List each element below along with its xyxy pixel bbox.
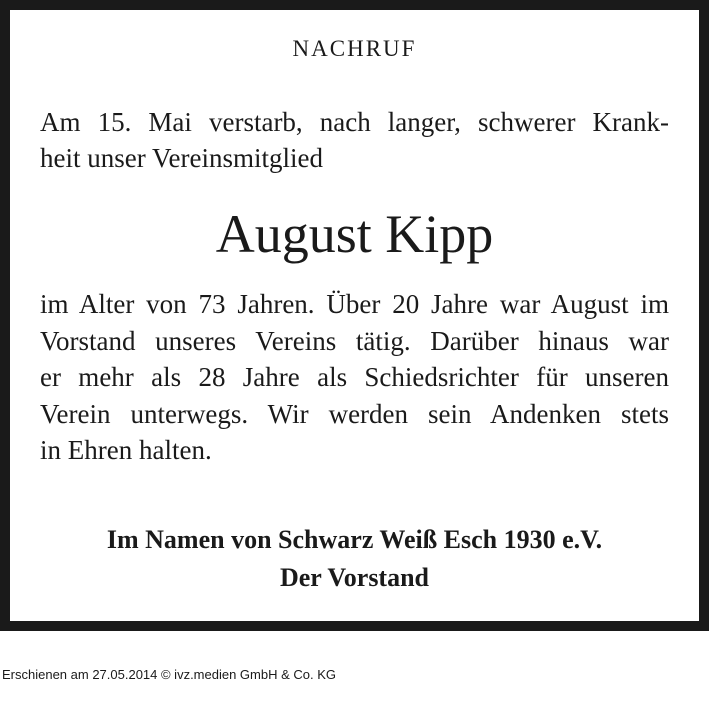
intro-line: heit unser Vereinsmitglied <box>40 143 323 173</box>
body-line: Vorstand unseres Vereins tätig. Darüber hinaus war <box>40 325 669 356</box>
body-line: im Alter von 73 Jahren. Über 20 Jahre war August im <box>40 289 669 319</box>
signature-line: Im Namen von Schwarz Weiß Esch 1930 e.V. <box>106 525 603 554</box>
signature-line: Der Vorstand <box>279 563 430 592</box>
intro-paragraph <box>40 104 669 176</box>
signature-block <box>10 521 699 597</box>
deceased-name: August Kipp <box>215 204 494 264</box>
body-line: er mehr als 28 Jahre als Schiedsrichter für unseren <box>40 362 669 392</box>
intro-line: Am 15. Mai verstarb, nach langer, schwerer Krank- <box>40 107 669 137</box>
publication-footer: Erschienen am 27.05.2014 © ivz.medien GmbH & Co. KG <box>2 667 337 682</box>
body-line: in Ehren halten. <box>40 435 212 465</box>
body-line: Verein unterwegs. Wir werden sein Andenken stets <box>40 398 669 429</box>
notice-heading: NACHRUF <box>292 36 417 61</box>
body-paragraph <box>40 286 669 469</box>
